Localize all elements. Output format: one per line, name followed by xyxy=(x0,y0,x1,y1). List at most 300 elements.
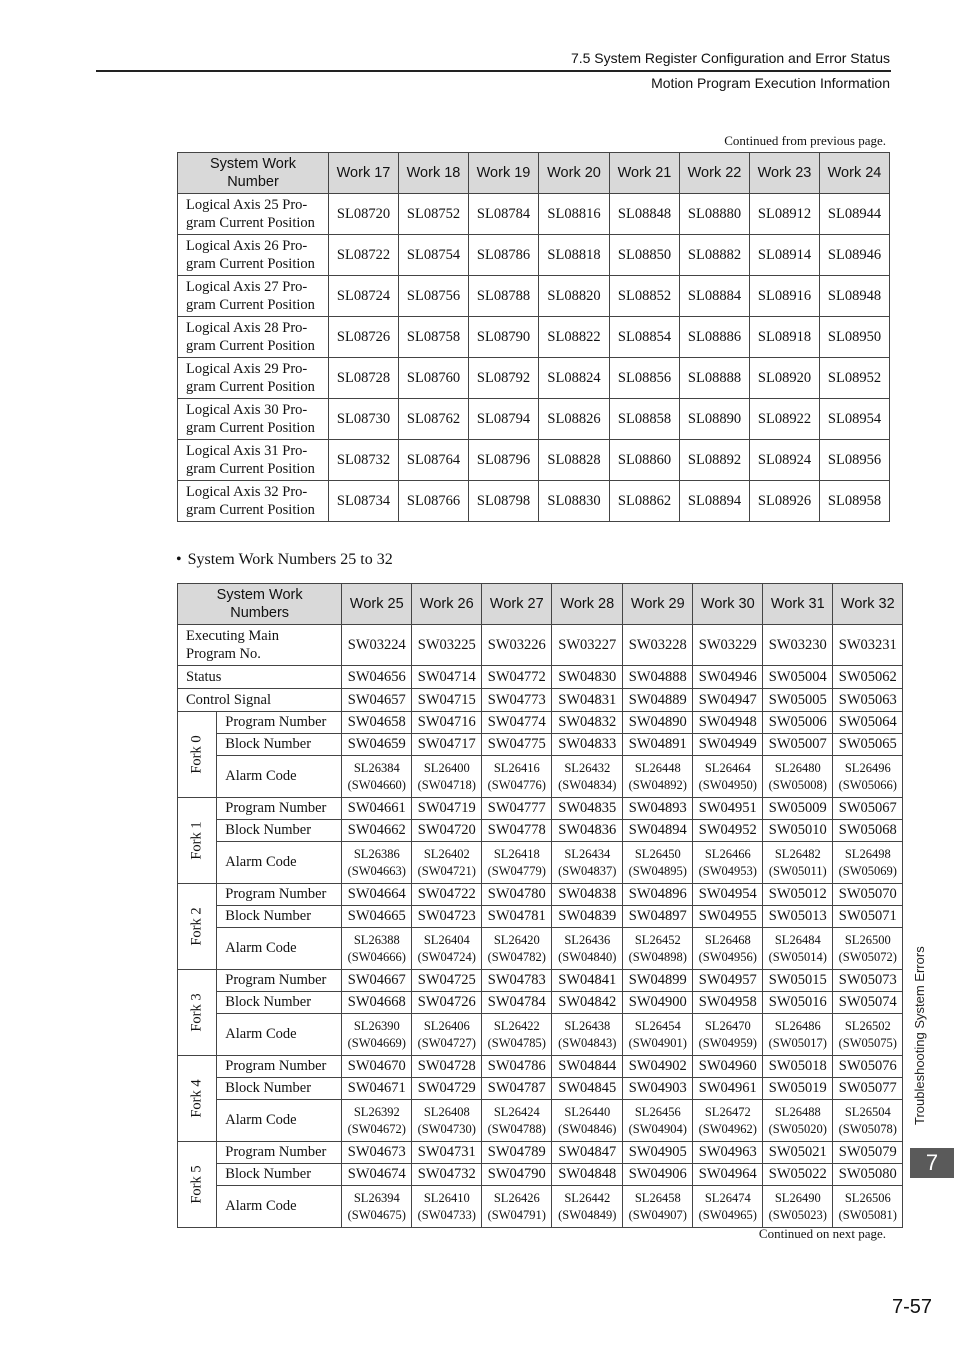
row-label xyxy=(178,689,342,712)
table-cell: SW05063 xyxy=(833,689,903,712)
column-header: Work 31 xyxy=(763,584,833,625)
table-cell: SW05013 xyxy=(763,906,833,928)
cell-line: SL26506 xyxy=(844,1190,891,1205)
cell-line: (SW05069) xyxy=(838,863,897,878)
cell-line: Numbers xyxy=(230,605,290,621)
table-cell: SW04667 xyxy=(342,970,412,992)
row-label: Block Number xyxy=(217,734,342,756)
column-header: Work 20 xyxy=(539,153,610,194)
table-cell: SW05016 xyxy=(763,992,833,1014)
cell-line: (SW04959) xyxy=(698,1035,757,1050)
table-cell: SL08792 xyxy=(469,358,539,399)
table-cell: SW04893 xyxy=(623,798,693,820)
cell-line: (SW04901) xyxy=(628,1035,687,1050)
table-cell xyxy=(552,1100,623,1142)
row-label: Program Number xyxy=(217,1056,342,1078)
column-header: Work 32 xyxy=(833,584,903,625)
table-cell: SW04725 xyxy=(412,970,482,992)
cell-line: (SW04663) xyxy=(347,863,406,878)
cell-line: (SW04788) xyxy=(487,1121,546,1136)
table-cell: SW03227 xyxy=(552,625,623,666)
table-cell: SL08794 xyxy=(469,399,539,440)
cell-line: SL26484 xyxy=(774,932,821,947)
column-header: Work 24 xyxy=(820,153,890,194)
table-cell: SL08926 xyxy=(750,481,820,522)
table-cell: SW04847 xyxy=(552,1142,623,1164)
row-label: Alarm Code xyxy=(217,1186,342,1228)
table-cell: SW05009 xyxy=(763,798,833,820)
fork-label-text: Fork 0 xyxy=(188,735,205,774)
table-cell xyxy=(552,756,623,798)
row-label: Alarm Code xyxy=(217,1014,342,1056)
table-cell xyxy=(552,1014,623,1056)
table-cell: SW04957 xyxy=(693,970,763,992)
table-cell: SL08958 xyxy=(820,481,890,522)
table-cell: SL08854 xyxy=(610,317,680,358)
fork-label-text: Fork 4 xyxy=(188,1079,205,1118)
table-cell: SW04787 xyxy=(482,1078,552,1100)
table-row xyxy=(178,798,903,820)
row-label xyxy=(178,399,329,440)
cell-line: SL26424 xyxy=(493,1104,540,1119)
cell-line: SL26450 xyxy=(634,846,681,861)
continued-next-note: Continued on next page. xyxy=(758,1226,886,1241)
table-cell: SW03228 xyxy=(623,625,693,666)
row-label xyxy=(178,317,329,358)
table-cell: SW04673 xyxy=(342,1142,412,1164)
cell-line: (SW04962) xyxy=(698,1121,757,1136)
row-label: Program Number xyxy=(217,1142,342,1164)
cell-line: SL26432 xyxy=(564,760,611,775)
column-header: Work 26 xyxy=(412,584,482,625)
table-row xyxy=(178,734,903,756)
table-row xyxy=(178,1100,903,1142)
table-cell xyxy=(833,842,903,884)
corner-header xyxy=(178,153,329,194)
column-header: Work 18 xyxy=(399,153,469,194)
cell-line: SL26504 xyxy=(844,1104,891,1119)
table-cell: SW04658 xyxy=(342,712,412,734)
cell-line: (SW04950) xyxy=(698,777,757,792)
table-cell: SW05064 xyxy=(833,712,903,734)
table-cell: SL08784 xyxy=(469,194,539,235)
row-label xyxy=(178,625,342,666)
table-cell: SL08764 xyxy=(399,440,469,481)
table-cell xyxy=(482,1014,552,1056)
fork-label xyxy=(178,970,217,1056)
cell-line: gram Current Position xyxy=(186,215,315,231)
table-cell: SL08852 xyxy=(610,276,680,317)
column-header: Work 27 xyxy=(482,584,552,625)
table-cell: SL08816 xyxy=(539,194,610,235)
table-cell: SL08788 xyxy=(469,276,539,317)
cell-line: Executing Main xyxy=(186,628,280,644)
table-cell: SW04728 xyxy=(412,1056,482,1078)
cell-line: (SW05014) xyxy=(768,949,827,964)
table-cell xyxy=(412,1100,482,1142)
row-label xyxy=(178,276,329,317)
header-rule xyxy=(96,70,891,72)
table-cell: SL08790 xyxy=(469,317,539,358)
table-cell xyxy=(482,1100,552,1142)
table-cell: SW04905 xyxy=(623,1142,693,1164)
cell-line: Control Signal xyxy=(186,692,271,708)
table-cell xyxy=(482,842,552,884)
table-cell: SW04833 xyxy=(552,734,623,756)
table-cell: SW04661 xyxy=(342,798,412,820)
column-header: Work 19 xyxy=(469,153,539,194)
column-header: Work 17 xyxy=(329,153,399,194)
table-cell: SW04832 xyxy=(552,712,623,734)
table-cell: SW04890 xyxy=(623,712,693,734)
table-cell: SW04777 xyxy=(482,798,552,820)
table-cell xyxy=(623,756,693,798)
table-cell: SW04903 xyxy=(623,1078,693,1100)
table-cell: SW04780 xyxy=(482,884,552,906)
table-cell: SW05021 xyxy=(763,1142,833,1164)
table-cell: SW04902 xyxy=(623,1056,693,1078)
running-header-subtitle: Motion Program Execution Information xyxy=(651,75,890,91)
table-row xyxy=(178,481,890,522)
cell-line: gram Current Position xyxy=(186,379,315,395)
cell-line: (SW04904) xyxy=(628,1121,687,1136)
table-row xyxy=(178,992,903,1014)
work-17-24-table xyxy=(177,152,890,522)
table-cell: SW04897 xyxy=(623,906,693,928)
table-cell: SW03226 xyxy=(482,625,552,666)
cell-line: (SW04733) xyxy=(417,1207,476,1222)
cell-line: (SW04730) xyxy=(417,1121,476,1136)
row-label xyxy=(178,358,329,399)
table-cell: SW04664 xyxy=(342,884,412,906)
cell-line: SL26480 xyxy=(774,760,821,775)
table-cell: SW05079 xyxy=(833,1142,903,1164)
cell-line: SL26400 xyxy=(423,760,470,775)
cell-line: (SW04840) xyxy=(558,949,617,964)
table-cell: SL08894 xyxy=(680,481,750,522)
cell-line: SL26486 xyxy=(774,1018,821,1033)
column-header: Work 29 xyxy=(623,584,693,625)
row-label xyxy=(178,440,329,481)
cell-line: (SW04895) xyxy=(628,863,687,878)
column-header: Work 25 xyxy=(342,584,412,625)
cell-line: (SW04675) xyxy=(347,1207,406,1222)
cell-line: Number xyxy=(227,174,279,190)
table-cell: SW04659 xyxy=(342,734,412,756)
table-cell: SW04668 xyxy=(342,992,412,1014)
cell-line: SL26408 xyxy=(423,1104,470,1119)
column-header: Work 23 xyxy=(750,153,820,194)
table-row xyxy=(178,842,903,884)
table-row xyxy=(178,820,903,842)
table-cell: SL08884 xyxy=(680,276,750,317)
cell-line: (SW04834) xyxy=(558,777,617,792)
table-cell: SW04842 xyxy=(552,992,623,1014)
table-cell xyxy=(693,842,763,884)
table-cell: SW05065 xyxy=(833,734,903,756)
table-row xyxy=(178,666,903,689)
cell-line: SL26452 xyxy=(634,932,681,947)
table-row xyxy=(178,1014,903,1056)
table-cell: SL08916 xyxy=(750,276,820,317)
table-row xyxy=(178,1056,903,1078)
table-cell: SW04894 xyxy=(623,820,693,842)
table-cell: SW03224 xyxy=(342,625,412,666)
table-cell xyxy=(412,928,482,970)
table-cell: SW04731 xyxy=(412,1142,482,1164)
table-cell: SW04954 xyxy=(693,884,763,906)
table-cell xyxy=(342,1014,412,1056)
table-cell: SW04670 xyxy=(342,1056,412,1078)
table-row xyxy=(178,1164,903,1186)
cell-line: (SW04837) xyxy=(558,863,617,878)
table-cell: SW04665 xyxy=(342,906,412,928)
table-cell xyxy=(623,1100,693,1142)
row-label xyxy=(178,235,329,276)
table-cell xyxy=(482,756,552,798)
table-cell: SL08822 xyxy=(539,317,610,358)
table-cell: SL08730 xyxy=(329,399,399,440)
table-cell xyxy=(552,928,623,970)
table-cell: SL08888 xyxy=(680,358,750,399)
cell-line: SL26388 xyxy=(353,932,400,947)
cell-line: gram Current Position xyxy=(186,502,315,518)
cell-line: SL26384 xyxy=(353,760,400,775)
table-cell xyxy=(623,1014,693,1056)
table-cell: SW04671 xyxy=(342,1078,412,1100)
table-row xyxy=(178,928,903,970)
cell-line: (SW05075) xyxy=(838,1035,897,1050)
row-label: Alarm Code xyxy=(217,842,342,884)
row-label: Block Number xyxy=(217,820,342,842)
cell-line: SL26390 xyxy=(353,1018,400,1033)
fork-label xyxy=(178,884,217,970)
table-cell: SW04838 xyxy=(552,884,623,906)
table-cell: SL08892 xyxy=(680,440,750,481)
table-cell xyxy=(342,1100,412,1142)
table-cell: SW04717 xyxy=(412,734,482,756)
cell-line: Logical Axis 28 Pro- xyxy=(186,320,308,336)
fork-label-text: Fork 2 xyxy=(188,907,205,946)
table-cell: SL08920 xyxy=(750,358,820,399)
cell-line: Logical Axis 26 Pro- xyxy=(186,238,308,254)
table-cell: SL08952 xyxy=(820,358,890,399)
table-cell xyxy=(833,1186,903,1228)
table-cell: SL08796 xyxy=(469,440,539,481)
table-cell: SW04720 xyxy=(412,820,482,842)
table-cell: SL08948 xyxy=(820,276,890,317)
row-label: Alarm Code xyxy=(217,1100,342,1142)
table-cell: SL08856 xyxy=(610,358,680,399)
table-row xyxy=(178,689,903,712)
table-cell: SW05004 xyxy=(763,666,833,689)
cell-line: SL26454 xyxy=(634,1018,681,1033)
table-cell: SW04778 xyxy=(482,820,552,842)
cell-line: Logical Axis 32 Pro- xyxy=(186,484,308,500)
table-cell: SW04844 xyxy=(552,1056,623,1078)
cell-line: (SW04849) xyxy=(558,1207,617,1222)
table-cell: SW04906 xyxy=(623,1164,693,1186)
table-row xyxy=(178,317,890,358)
row-label: Alarm Code xyxy=(217,756,342,798)
fork-label-text: Fork 3 xyxy=(188,993,205,1032)
table-cell: SW04961 xyxy=(693,1078,763,1100)
cell-line: SL26416 xyxy=(493,760,540,775)
cell-line: (SW04791) xyxy=(487,1207,546,1222)
table-row xyxy=(178,756,903,798)
table-cell: SW04839 xyxy=(552,906,623,928)
cell-line: (SW04907) xyxy=(628,1207,687,1222)
table-cell xyxy=(342,928,412,970)
table-cell: SW04723 xyxy=(412,906,482,928)
table-cell: SW04952 xyxy=(693,820,763,842)
cell-line: (SW05017) xyxy=(768,1035,827,1050)
table-cell: SL08824 xyxy=(539,358,610,399)
table-cell: SW04674 xyxy=(342,1164,412,1186)
column-header: Work 21 xyxy=(610,153,680,194)
table-cell: SW04774 xyxy=(482,712,552,734)
table-cell xyxy=(482,928,552,970)
table-cell: SL08954 xyxy=(820,399,890,440)
table-cell: SW04783 xyxy=(482,970,552,992)
cell-line: gram Current Position xyxy=(186,256,315,272)
cell-line: SL26502 xyxy=(844,1018,891,1033)
cell-line: (SW04892) xyxy=(628,777,687,792)
cell-line: (SW04953) xyxy=(698,863,757,878)
table-cell: SL08820 xyxy=(539,276,610,317)
cell-line: SL26482 xyxy=(774,846,821,861)
table-cell: SW04784 xyxy=(482,992,552,1014)
table-cell: SL08720 xyxy=(329,194,399,235)
table-cell xyxy=(693,1186,763,1228)
table-cell: SW04715 xyxy=(412,689,482,712)
table-cell: SL08752 xyxy=(399,194,469,235)
row-label: Block Number xyxy=(217,906,342,928)
table-cell: SW05010 xyxy=(763,820,833,842)
cell-line: (SW05011) xyxy=(768,863,827,878)
table-cell: SW04963 xyxy=(693,1142,763,1164)
cell-line: (SW04721) xyxy=(417,863,476,878)
table-cell: SW05077 xyxy=(833,1078,903,1100)
table-cell: SL08950 xyxy=(820,317,890,358)
table-cell: SW04831 xyxy=(552,689,623,712)
cell-line: SL26464 xyxy=(704,760,751,775)
table-cell: SW04729 xyxy=(412,1078,482,1100)
table-cell: SW04946 xyxy=(693,666,763,689)
table-cell: SL08944 xyxy=(820,194,890,235)
table-cell: SL08722 xyxy=(329,235,399,276)
table-cell: SL08858 xyxy=(610,399,680,440)
cell-line: SL26418 xyxy=(493,846,540,861)
table-cell: SW04773 xyxy=(482,689,552,712)
table-cell: SL08918 xyxy=(750,317,820,358)
table-cell: SW05006 xyxy=(763,712,833,734)
row-label: Alarm Code xyxy=(217,928,342,970)
cell-line: (SW04672) xyxy=(347,1121,406,1136)
cell-line: (SW04965) xyxy=(698,1207,757,1222)
cell-line: (SW04727) xyxy=(417,1035,476,1050)
table-cell xyxy=(552,1186,623,1228)
table-cell xyxy=(693,1014,763,1056)
cell-line: SL26420 xyxy=(493,932,540,947)
table-cell: SW05074 xyxy=(833,992,903,1014)
table-cell: SW04722 xyxy=(412,884,482,906)
table-cell: SW04662 xyxy=(342,820,412,842)
table-cell: SW05068 xyxy=(833,820,903,842)
table-cell: SW04786 xyxy=(482,1056,552,1078)
table-cell: SW04951 xyxy=(693,798,763,820)
table-cell: SW04955 xyxy=(693,906,763,928)
table-cell: SL08724 xyxy=(329,276,399,317)
cell-line: Status xyxy=(186,669,222,685)
cell-line: (SW04666) xyxy=(347,949,406,964)
table-cell: SW04714 xyxy=(412,666,482,689)
table-cell: SW05073 xyxy=(833,970,903,992)
table-row xyxy=(178,399,890,440)
cell-line: SL26468 xyxy=(704,932,751,947)
page-number: 7-57 xyxy=(891,1296,932,1318)
table-row xyxy=(178,194,890,235)
cell-line: (SW05081) xyxy=(838,1207,897,1222)
table-cell: SW03229 xyxy=(693,625,763,666)
table-cell: SW05007 xyxy=(763,734,833,756)
table-cell: SW04657 xyxy=(342,689,412,712)
table-row xyxy=(178,276,890,317)
table-cell: SW04726 xyxy=(412,992,482,1014)
cell-line: SL26496 xyxy=(844,760,891,775)
table-cell: SW04947 xyxy=(693,689,763,712)
table-cell: SL08880 xyxy=(680,194,750,235)
table-cell: SW05015 xyxy=(763,970,833,992)
table-cell: SL08956 xyxy=(820,440,890,481)
cell-line: SL26406 xyxy=(423,1018,470,1033)
table-cell: SW05012 xyxy=(763,884,833,906)
table-cell xyxy=(693,928,763,970)
cell-line: (SW05023) xyxy=(768,1207,827,1222)
cell-line: System Work xyxy=(210,156,296,172)
table-cell xyxy=(412,1014,482,1056)
cell-line: (SW05078) xyxy=(838,1121,897,1136)
table-cell: SL08760 xyxy=(399,358,469,399)
table-cell: SL08890 xyxy=(680,399,750,440)
table-cell: SL08886 xyxy=(680,317,750,358)
cell-line: (SW04846) xyxy=(558,1121,617,1136)
table-cell: SL08818 xyxy=(539,235,610,276)
table-row xyxy=(178,712,903,734)
cell-line: SL26472 xyxy=(704,1104,751,1119)
table-cell xyxy=(763,1100,833,1142)
table-cell xyxy=(763,928,833,970)
table-cell xyxy=(763,756,833,798)
cell-line: gram Current Position xyxy=(186,461,315,477)
table-cell xyxy=(623,1186,693,1228)
table-row xyxy=(178,1186,903,1228)
table-cell: SW04848 xyxy=(552,1164,623,1186)
table-row xyxy=(178,906,903,928)
table-cell: SW04888 xyxy=(623,666,693,689)
table-cell: SW04896 xyxy=(623,884,693,906)
table-cell: SL08882 xyxy=(680,235,750,276)
table-cell xyxy=(552,842,623,884)
cell-line: SL26458 xyxy=(634,1190,681,1205)
cell-line: gram Current Position xyxy=(186,420,315,436)
table-cell: SL08728 xyxy=(329,358,399,399)
cell-line: (SW04660) xyxy=(347,777,406,792)
row-label: Block Number xyxy=(217,1164,342,1186)
section-bullet-text: System Work Numbers 25 to 32 xyxy=(187,551,393,568)
fork-label xyxy=(178,798,217,884)
cell-line: SL26386 xyxy=(353,846,400,861)
